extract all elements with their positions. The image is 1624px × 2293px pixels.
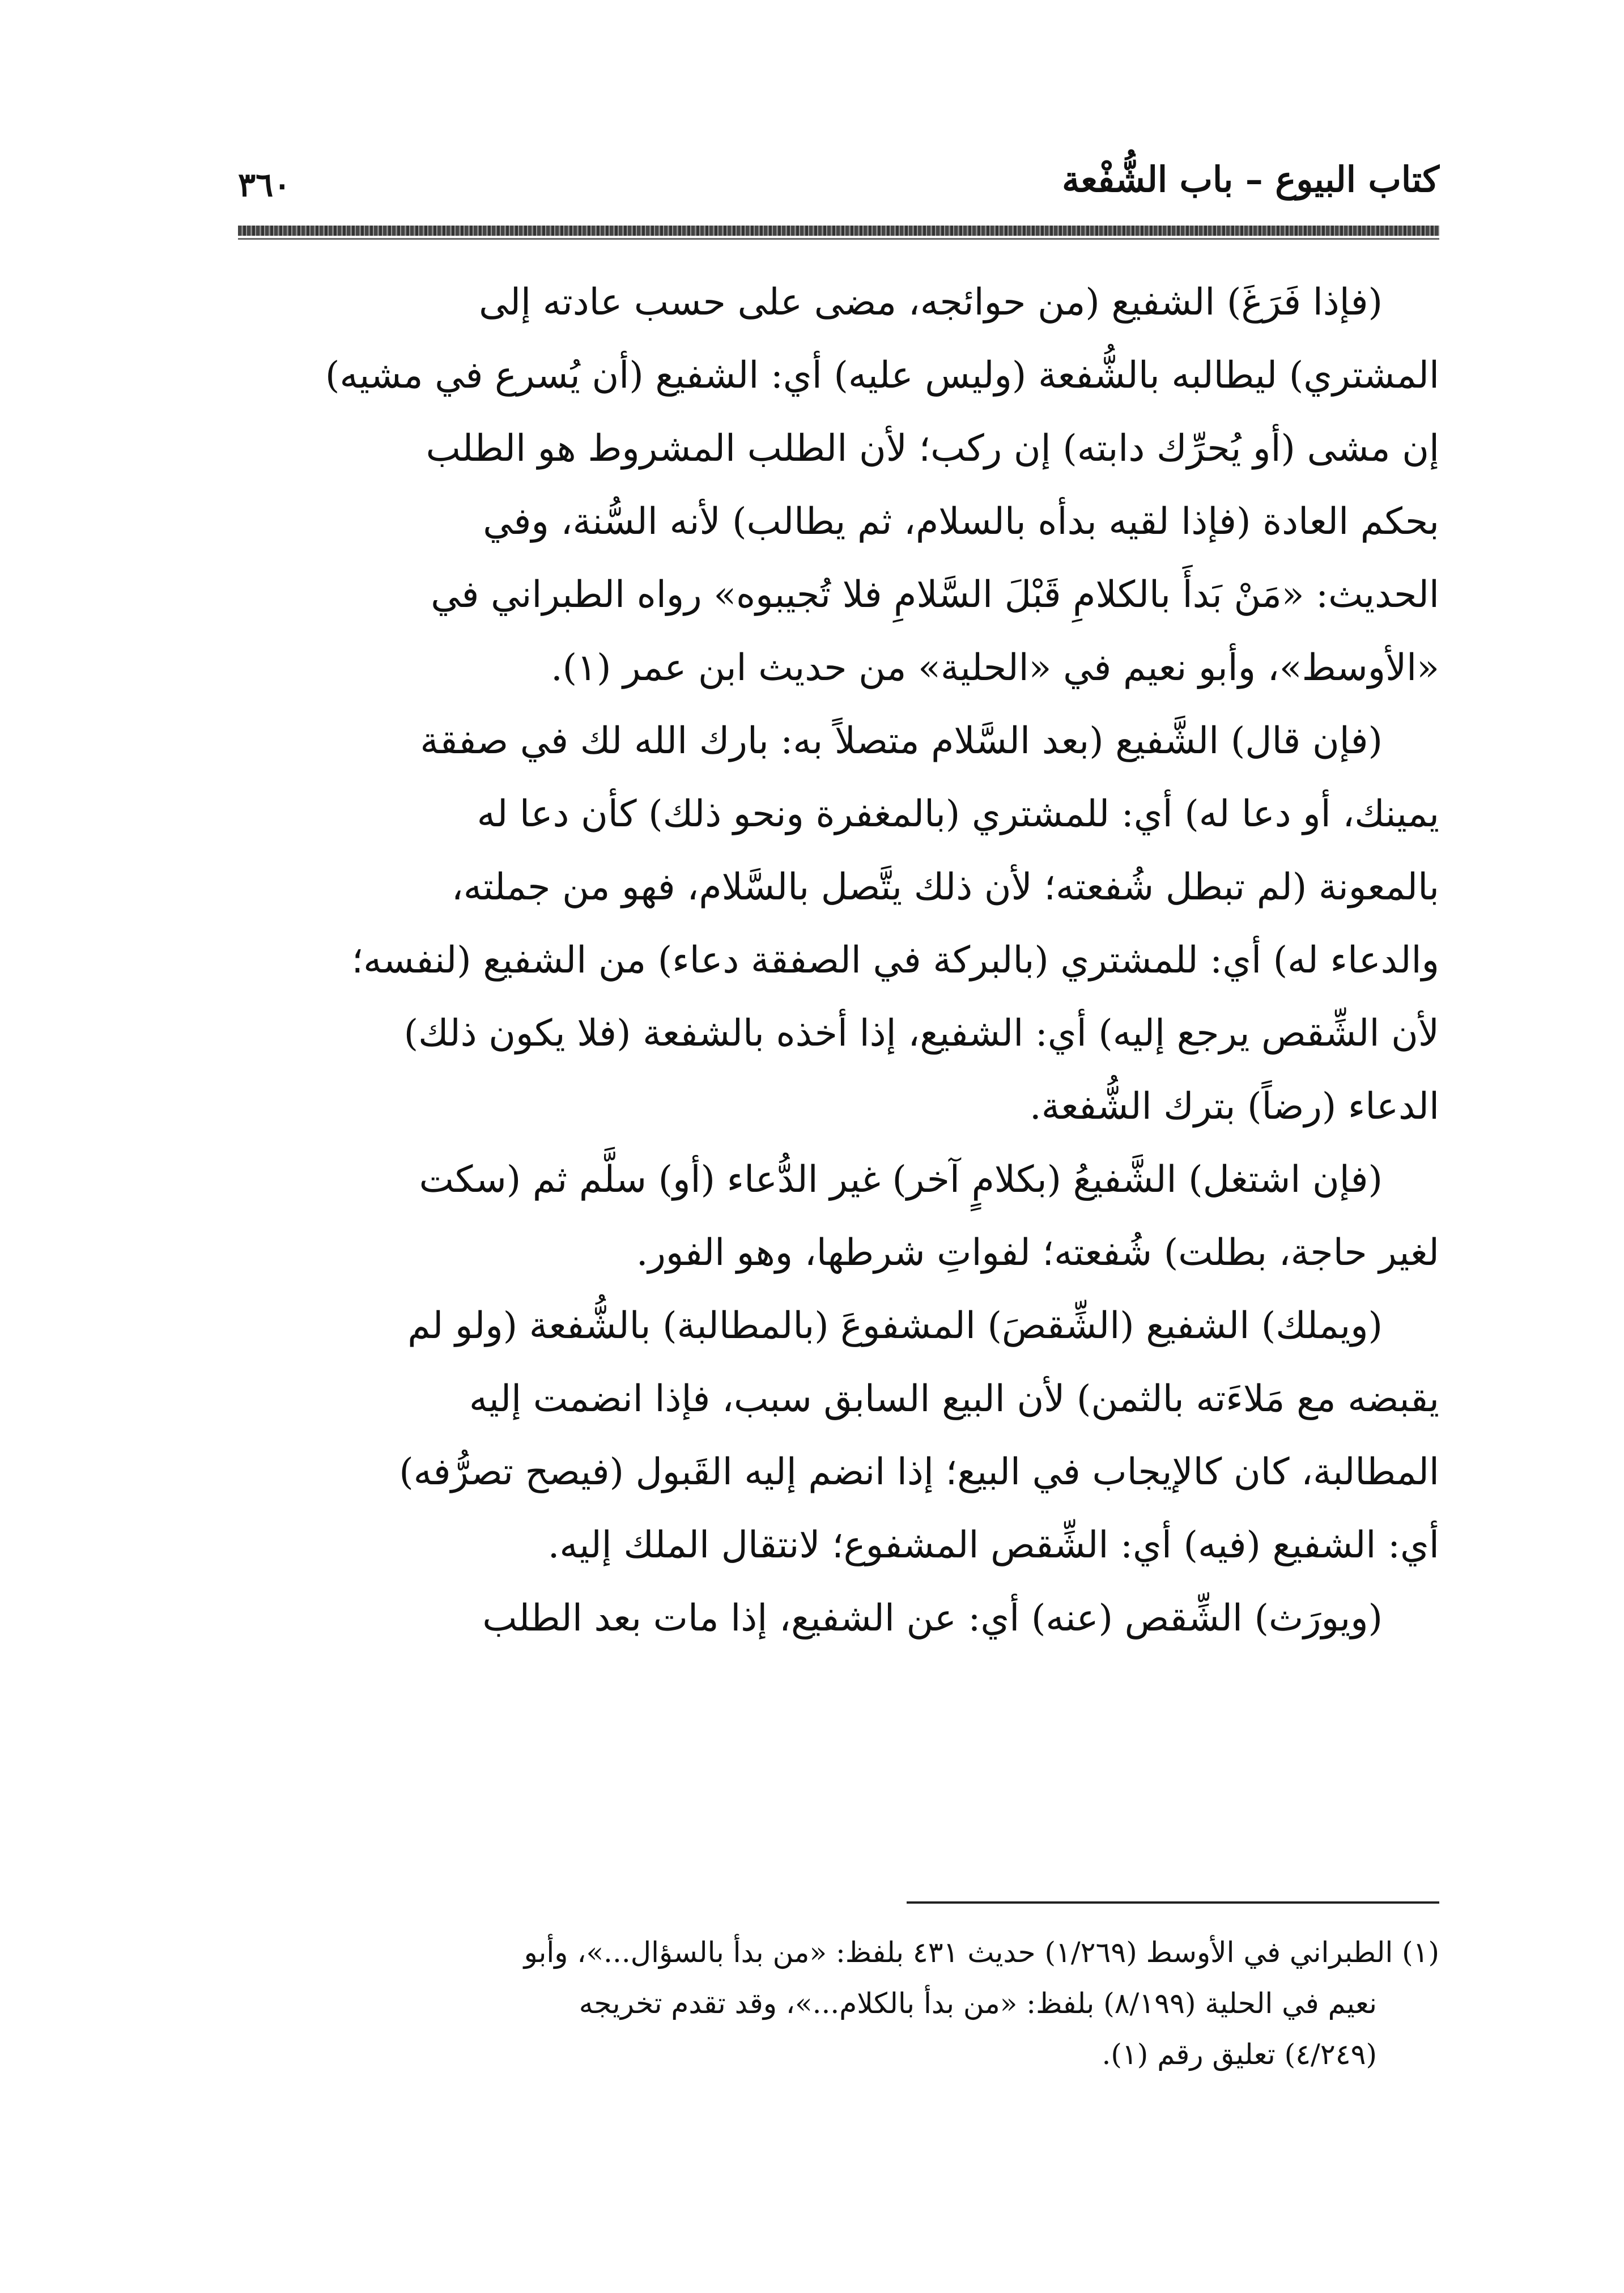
footnotes [238,1927,1439,2080]
text-line: الحديث: «مَنْ بَدأَ بالكلامِ قَبْلَ السَّلامِ فلا تُجيبوه» رواه الطبراني في [431,574,1439,616]
text-line: الدعاء (رضاً) بترك الشُّفعة. [1030,1085,1439,1128]
text-line: (فإذا فَرَغَ) الشفيع (من حوائجه، مضى على حسب عادته إلى [479,281,1383,324]
text-line: لأن الشِّقص يرجع إليه) أي: الشفيع، إذا أخذه بالشفعة (فلا يكون ذلك) [403,1012,1439,1055]
text-line: «الأوسط»، وأبو نعيم في «الحلية» من حديث ابن عمر (١). [551,647,1439,689]
footnote-line: (٤/٢٤٩) تعليق رقم (١). [1102,2038,1377,2071]
text-line: (ويورَث) الشِّقص (عنه) أي: عن الشفيع، إذا مات بعد الطلب [482,1597,1383,1640]
text-line: والدعاء له) أي: للمشتري (بالبركة في الصفقة دعاء) من الشفيع (لنفسه؛ [351,939,1439,982]
running-header [238,153,1439,215]
header-divider-thin [238,238,1439,240]
chapter-title: كتاب البيوع – باب الشُّفْعة [1062,159,1439,200]
header-divider [238,226,1439,236]
text-line: المطالبة، كان كالإيجاب في البيع؛ إذا انضم إليه القَبول (فيصح تصرُّفه) [399,1451,1439,1493]
text-line: لغير حاجة، بطلت) شُفعته؛ لفواتِ شرطها، وهو الفور. [636,1232,1439,1274]
text-line: يمينك، أو دعا له) أي: للمشتري (بالمغفرة ونحو ذلك) كأن دعا له [477,793,1439,835]
text-line: يقبضه مع مَلاءَته بالثمن) لأن البيع السابق سبب، فإذا انضمت إليه [469,1378,1439,1420]
main-text [238,266,1439,1654]
text-line: بالمعونة (لم تبطل شُفعته؛ لأن ذلك يتَّصل بالسَّلام، فهو من جملته، [451,866,1439,908]
page-number: ٣٦٠ [238,165,291,204]
text-line: (ويملك) الشفيع (الشِّقصَ) المشفوعَ (بالمطالبة) بالشُّفعة (ولو لم [407,1305,1383,1347]
text-line: (فإن قال) الشَّفيع (بعد السَّلام متصلاً به: بارك الله لك في صفقة [420,720,1383,762]
footnote-line: (١) الطبراني في الأوسط (١/٢٦٩) حديث ٤٣١ بلفظ: «من بدأ بالسؤال...»، وأبو [524,1936,1439,1969]
text-line: أي: الشفيع (فيه) أي: الشِّقص المشفوع؛ لانتقال الملك إليه. [547,1524,1439,1566]
text-line: (فإن اشتغل) الشَّفيعُ (بكلامٍ آخر) غير الدُّعاء (أو) سلَّم ثم (سكت [419,1158,1383,1201]
text-line: بحكم العادة (فإذا لقيه بدأه بالسلام، ثم يطالب) لأنه السُّنة، وفي [483,500,1439,543]
text-line: المشتري) ليطالبه بالشُّفعة (وليس عليه) أي: الشفيع (أن يُسرع في مشيه) [325,354,1439,397]
footnote-separator [907,1901,1439,1904]
text-line: إن مشى (أو يُحرِّك دابته) إن ركب؛ لأن الطلب المشروط هو الطلب [426,427,1439,470]
footnote-line: نعيم في الحلية (٨/١٩٩) بلفظ: «من بدأ بالكلام...»، وقد تقدم تخريجه [579,1987,1377,2020]
